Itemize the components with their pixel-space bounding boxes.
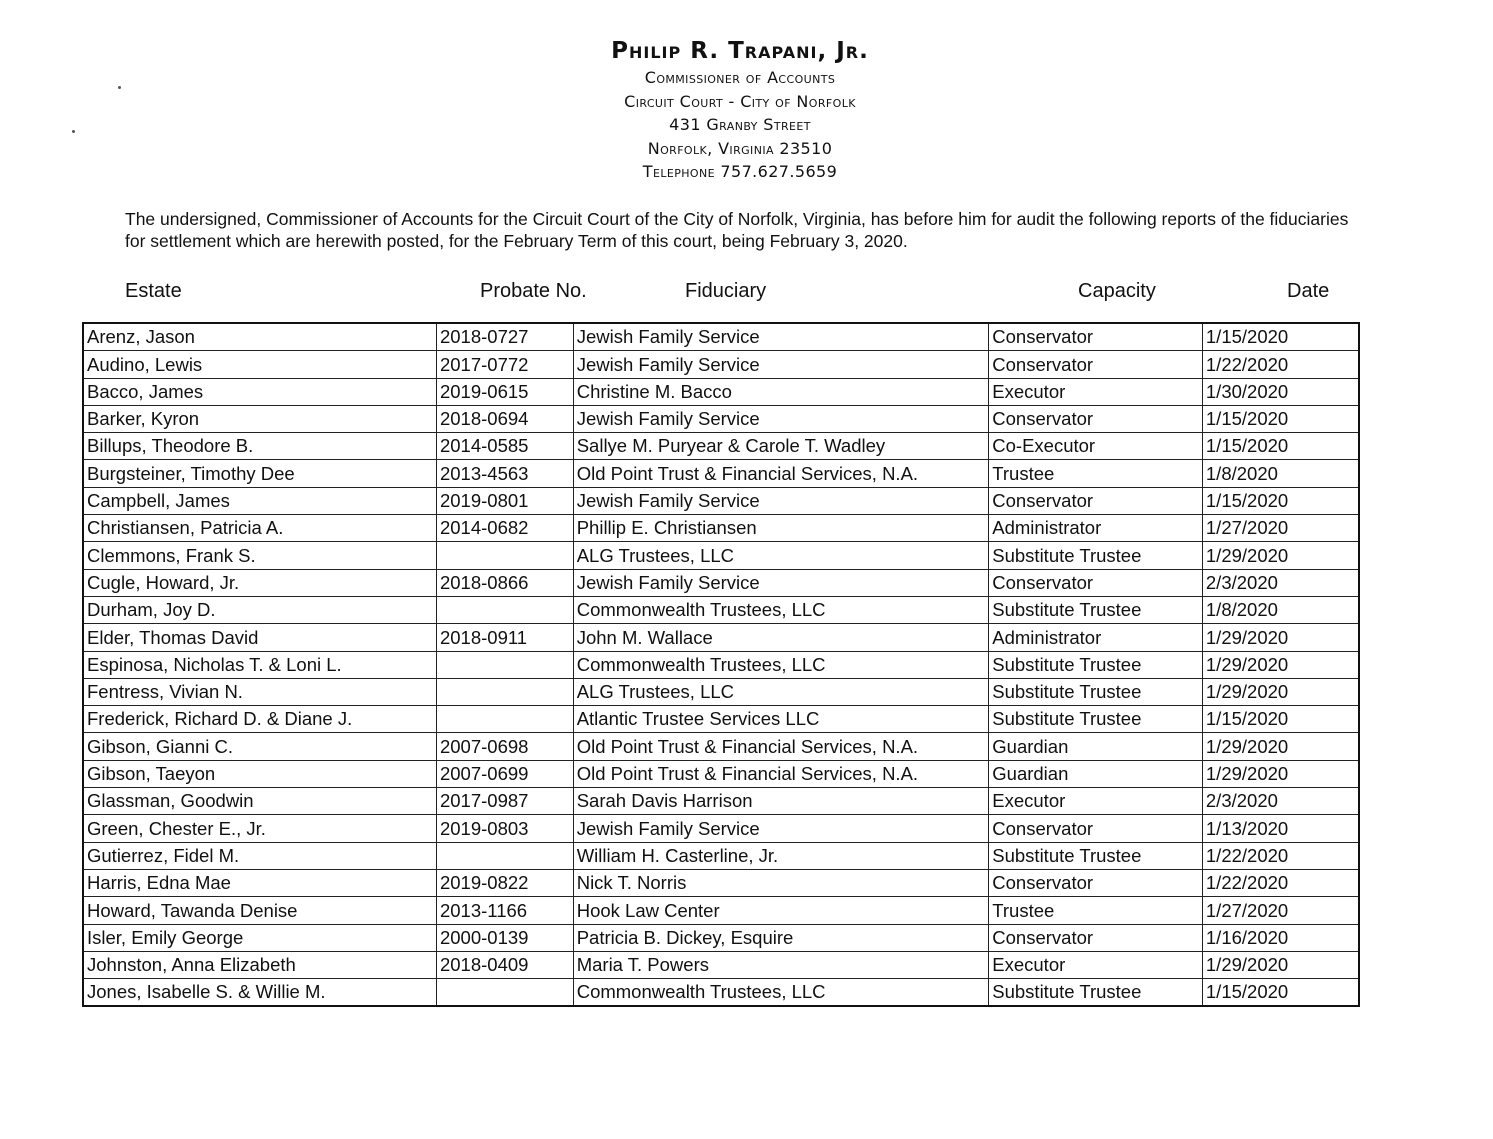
cell-capacity: Substitute Trustee xyxy=(989,979,1203,1007)
table-row xyxy=(83,569,1359,596)
cell-probate: 2017-0772 xyxy=(436,351,573,378)
cell-date: 1/16/2020 xyxy=(1202,924,1359,951)
column-header-estate: Estate xyxy=(125,280,182,302)
cell-fiduciary: Jewish Family Service xyxy=(573,815,989,842)
cell-probate: 2018-0727 xyxy=(436,323,573,351)
cell-estate: Barker, Kyron xyxy=(83,405,436,432)
cell-capacity: Conservator xyxy=(989,869,1203,896)
cell-probate xyxy=(436,842,573,869)
table-row xyxy=(83,542,1359,569)
cell-capacity: Substitute Trustee xyxy=(989,678,1203,705)
table-row xyxy=(83,651,1359,678)
cell-probate: 2019-0615 xyxy=(436,378,573,405)
cell-probate xyxy=(436,542,573,569)
street-address: 431 Granby Street xyxy=(669,115,811,134)
cell-estate: Campbell, James xyxy=(83,487,436,514)
cell-fiduciary: Patricia B. Dickey, Esquire xyxy=(573,924,989,951)
letterhead xyxy=(0,36,1480,184)
cell-probate: 2019-0822 xyxy=(436,869,573,896)
table-row xyxy=(83,596,1359,623)
cell-probate: 2014-0585 xyxy=(436,433,573,460)
cell-date: 1/30/2020 xyxy=(1202,378,1359,405)
cell-capacity: Conservator xyxy=(989,815,1203,842)
cell-fiduciary: ALG Trustees, LLC xyxy=(573,542,989,569)
table-row xyxy=(83,951,1359,978)
cell-capacity: Conservator xyxy=(989,924,1203,951)
cell-date: 1/22/2020 xyxy=(1202,869,1359,896)
cell-date: 1/15/2020 xyxy=(1202,979,1359,1007)
fiduciary-table xyxy=(82,322,1360,1007)
intro-paragraph: The undersigned, Commissioner of Accounts for the Circuit Court of the City of Norfolk, Virginia, has before him for audit the following reports of the fiduciaries for settlement which are herewith posted, for the February Term of this court, being February 3, 2020. xyxy=(125,209,1349,251)
cell-capacity: Guardian xyxy=(989,733,1203,760)
table-row xyxy=(83,869,1359,896)
cell-date: 1/8/2020 xyxy=(1202,596,1359,623)
cell-date: 2/3/2020 xyxy=(1202,788,1359,815)
cell-probate: 2018-0911 xyxy=(436,624,573,651)
cell-estate: Clemmons, Frank S. xyxy=(83,542,436,569)
cell-capacity: Administrator xyxy=(989,515,1203,542)
cell-date: 1/13/2020 xyxy=(1202,815,1359,842)
cell-estate: Jones, Isabelle S. & Willie M. xyxy=(83,979,436,1007)
cell-probate: 2014-0682 xyxy=(436,515,573,542)
cell-date: 1/29/2020 xyxy=(1202,542,1359,569)
table-row xyxy=(83,624,1359,651)
cell-fiduciary: Nick T. Norris xyxy=(573,869,989,896)
cell-estate: Johnston, Anna Elizabeth xyxy=(83,951,436,978)
cell-estate: Durham, Joy D. xyxy=(83,596,436,623)
cell-capacity: Conservator xyxy=(989,405,1203,432)
telephone: Telephone 757.627.5659 xyxy=(642,162,838,181)
table-row xyxy=(83,842,1359,869)
cell-capacity: Substitute Trustee xyxy=(989,706,1203,733)
cell-capacity: Conservator xyxy=(989,351,1203,378)
cell-fiduciary: William H. Casterline, Jr. xyxy=(573,842,989,869)
commissioner-name: Philip R. Trapani, Jr. xyxy=(611,38,869,64)
cell-estate: Gutierrez, Fidel M. xyxy=(83,842,436,869)
cell-capacity: Trustee xyxy=(989,897,1203,924)
cell-probate: 2019-0803 xyxy=(436,815,573,842)
cell-probate xyxy=(436,706,573,733)
column-header-fiduciary: Fiduciary xyxy=(685,280,767,302)
cell-capacity: Conservator xyxy=(989,323,1203,351)
column-header-capacity: Capacity xyxy=(1078,280,1156,302)
table-row xyxy=(83,760,1359,787)
cell-fiduciary: Sallye M. Puryear & Carole T. Wadley xyxy=(573,433,989,460)
cell-date: 1/22/2020 xyxy=(1202,351,1359,378)
cell-probate xyxy=(436,651,573,678)
cell-capacity: Administrator xyxy=(989,624,1203,651)
cell-probate: 2013-1166 xyxy=(436,897,573,924)
cell-probate: 2018-0866 xyxy=(436,569,573,596)
cell-estate: Fentress, Vivian N. xyxy=(83,678,436,705)
cell-probate xyxy=(436,596,573,623)
cell-estate: Green, Chester E., Jr. xyxy=(83,815,436,842)
cell-fiduciary: Atlantic Trustee Services LLC xyxy=(573,706,989,733)
cell-capacity: Substitute Trustee xyxy=(989,596,1203,623)
table-row xyxy=(83,706,1359,733)
cell-date: 1/15/2020 xyxy=(1202,706,1359,733)
cell-date: 1/15/2020 xyxy=(1202,433,1359,460)
cell-date: 1/15/2020 xyxy=(1202,405,1359,432)
cell-fiduciary: Commonwealth Trustees, LLC xyxy=(573,596,989,623)
cell-date: 1/15/2020 xyxy=(1202,487,1359,514)
column-header-probate: Probate No. xyxy=(480,280,587,302)
cell-estate: Burgsteiner, Timothy Dee xyxy=(83,460,436,487)
table-row xyxy=(83,487,1359,514)
table-row xyxy=(83,515,1359,542)
cell-estate: Billups, Theodore B. xyxy=(83,433,436,460)
cell-capacity: Executor xyxy=(989,951,1203,978)
cell-capacity: Substitute Trustee xyxy=(989,542,1203,569)
cell-date: 1/29/2020 xyxy=(1202,678,1359,705)
cell-estate: Bacco, James xyxy=(83,378,436,405)
cell-fiduciary: Jewish Family Service xyxy=(573,351,989,378)
cell-estate: Frederick, Richard D. & Diane J. xyxy=(83,706,436,733)
table-row xyxy=(83,733,1359,760)
table-row xyxy=(83,323,1359,351)
city-state-zip: Norfolk, Virginia 23510 xyxy=(647,138,833,158)
cell-probate: 2000-0139 xyxy=(436,924,573,951)
cell-estate: Gibson, Gianni C. xyxy=(83,733,436,760)
cell-date: 1/22/2020 xyxy=(1202,842,1359,869)
cell-probate xyxy=(436,979,573,1007)
cell-estate: Elder, Thomas David xyxy=(83,624,436,651)
cell-fiduciary: Old Point Trust & Financial Services, N.A. xyxy=(573,760,989,787)
cell-capacity: Substitute Trustee xyxy=(989,842,1203,869)
cell-capacity: Executor xyxy=(989,378,1203,405)
cell-probate: 2019-0801 xyxy=(436,487,573,514)
cell-fiduciary: Jewish Family Service xyxy=(573,405,989,432)
cell-date: 1/27/2020 xyxy=(1202,515,1359,542)
cell-fiduciary: Jewish Family Service xyxy=(573,487,989,514)
cell-capacity: Conservator xyxy=(989,569,1203,596)
cell-capacity: Executor xyxy=(989,788,1203,815)
cell-fiduciary: Christine M. Bacco xyxy=(573,378,989,405)
table-row xyxy=(83,405,1359,432)
cell-capacity: Conservator xyxy=(989,487,1203,514)
cell-fiduciary: Jewish Family Service xyxy=(573,323,989,351)
cell-estate: Audino, Lewis xyxy=(83,351,436,378)
cell-estate: Glassman, Goodwin xyxy=(83,788,436,815)
cell-fiduciary: Old Point Trust & Financial Services, N.A. xyxy=(573,733,989,760)
cell-probate: 2018-0409 xyxy=(436,951,573,978)
fiduciary-table-body xyxy=(83,323,1359,1006)
table-row xyxy=(83,678,1359,705)
cell-estate: Harris, Edna Mae xyxy=(83,869,436,896)
column-header-date: Date xyxy=(1287,280,1330,302)
cell-fiduciary: John M. Wallace xyxy=(573,624,989,651)
cell-fiduciary: Commonwealth Trustees, LLC xyxy=(573,979,989,1007)
cell-date: 2/3/2020 xyxy=(1202,569,1359,596)
table-row xyxy=(83,788,1359,815)
cell-fiduciary: Sarah Davis Harrison xyxy=(573,788,989,815)
table-row xyxy=(83,924,1359,951)
cell-fiduciary: Hook Law Center xyxy=(573,897,989,924)
cell-estate: Espinosa, Nicholas T. & Loni L. xyxy=(83,651,436,678)
cell-estate: Cugle, Howard, Jr. xyxy=(83,569,436,596)
table-row xyxy=(83,815,1359,842)
cell-date: 1/29/2020 xyxy=(1202,760,1359,787)
cell-estate: Christiansen, Patricia A. xyxy=(83,515,436,542)
cell-estate: Arenz, Jason xyxy=(83,323,436,351)
table-row xyxy=(83,378,1359,405)
table-row xyxy=(83,351,1359,378)
cell-date: 1/29/2020 xyxy=(1202,733,1359,760)
cell-capacity: Co-Executor xyxy=(989,433,1203,460)
cell-probate: 2017-0987 xyxy=(436,788,573,815)
cell-date: 1/29/2020 xyxy=(1202,624,1359,651)
cell-estate: Howard, Tawanda Denise xyxy=(83,897,436,924)
cell-probate: 2007-0699 xyxy=(436,760,573,787)
cell-date: 1/27/2020 xyxy=(1202,897,1359,924)
table-row xyxy=(83,897,1359,924)
cell-date: 1/29/2020 xyxy=(1202,951,1359,978)
table-row xyxy=(83,460,1359,487)
cell-fiduciary: Old Point Trust & Financial Services, N.A. xyxy=(573,460,989,487)
court-name: Circuit Court - City of Norfolk xyxy=(624,91,856,111)
cell-fiduciary: Maria T. Powers xyxy=(573,951,989,978)
cell-fiduciary: Jewish Family Service xyxy=(573,569,989,596)
table-row xyxy=(83,433,1359,460)
cell-capacity: Trustee xyxy=(989,460,1203,487)
cell-probate xyxy=(436,678,573,705)
cell-fiduciary: Phillip E. Christiansen xyxy=(573,515,989,542)
cell-estate: Isler, Emily George xyxy=(83,924,436,951)
cell-capacity: Substitute Trustee xyxy=(989,651,1203,678)
cell-fiduciary: Commonwealth Trustees, LLC xyxy=(573,651,989,678)
cell-probate: 2007-0698 xyxy=(436,733,573,760)
cell-probate: 2018-0694 xyxy=(436,405,573,432)
cell-probate: 2013-4563 xyxy=(436,460,573,487)
cell-fiduciary: ALG Trustees, LLC xyxy=(573,678,989,705)
cell-estate: Gibson, Taeyon xyxy=(83,760,436,787)
cell-date: 1/29/2020 xyxy=(1202,651,1359,678)
table-row xyxy=(83,979,1359,1007)
cell-capacity: Guardian xyxy=(989,760,1203,787)
commissioner-title: Commissioner of Accounts xyxy=(644,68,836,87)
cell-date: 1/15/2020 xyxy=(1202,323,1359,351)
cell-date: 1/8/2020 xyxy=(1202,460,1359,487)
